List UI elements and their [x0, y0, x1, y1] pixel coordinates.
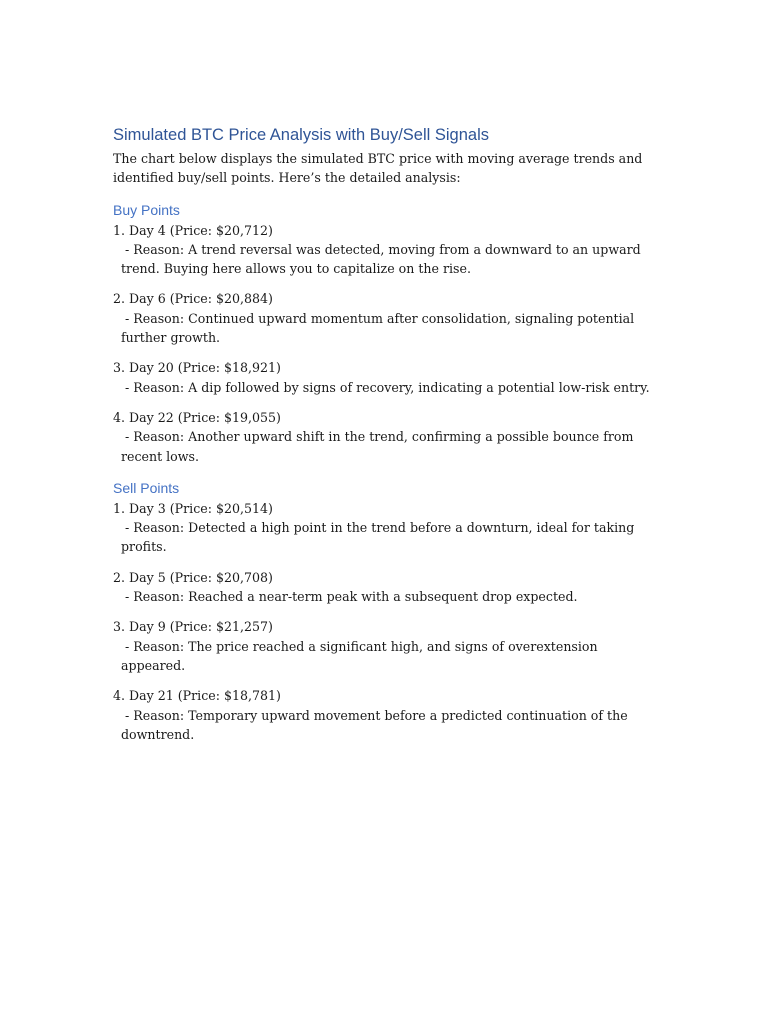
sell-point-4-header: 4. Day 21 (Price: $18,781) [113, 688, 281, 704]
intro-paragraph: The chart below displays the simulated BTC price with moving average trends and identified buy/sell points. Here’s the detailed analysis: [113, 151, 643, 186]
buy-point-2 [113, 289, 653, 347]
sell-point-1-reason: - Reason: Detected a high point in the trend before a downturn, ideal for taking profits. [113, 520, 639, 555]
buy-point-3-header: 3. Day 20 (Price: $18,921) [113, 360, 281, 376]
buy-point-2-reason: - Reason: Continued upward momentum after consolidation, signaling potential further growth. [113, 310, 639, 346]
sell-point-1 [113, 499, 653, 557]
buy-point-1-reason: - Reason: A trend reversal was detected, moving from a downward to an upward trend. Buying here allows you to capitalize on the rise. [113, 241, 645, 277]
sell-point-4 [113, 686, 653, 744]
buy-points-heading: Buy Points [113, 201, 180, 218]
sell-point-3-reason: - Reason: The price reached a significant high, and signs of overextension appeared. [113, 638, 602, 673]
sell-point-3-header: 3. Day 9 (Price: $21,257) [113, 619, 273, 635]
sell-point-2 [113, 568, 653, 607]
buy-point-4 [113, 408, 653, 466]
sell-point-4-reason: - Reason: Temporary upward movement before a predicted continuation of the downtrend. [113, 707, 632, 742]
sell-point-2-header: 2. Day 5 (Price: $20,708) [113, 569, 273, 585]
buy-point-3-reason: - Reason: A dip followed by signs of recovery, indicating a potential low-risk entry. [113, 379, 650, 395]
buy-point-3 [113, 358, 653, 397]
buy-point-1 [113, 221, 653, 279]
buy-point-1-header: 1. Day 4 (Price: $20,712) [113, 222, 273, 238]
sell-points-heading: Sell Points [113, 479, 180, 496]
document-page [113, 124, 653, 744]
buy-point-4-reason: - Reason: Another upward shift in the trend, confirming a possible bounce from recent lows. [113, 429, 638, 464]
buy-points-list [113, 221, 653, 466]
buy-point-4-header: 4. Day 22 (Price: $19,055) [113, 409, 281, 425]
document-title: Simulated BTC Price Analysis with Buy/Sell Signals [113, 126, 489, 144]
sell-point-1-header: 1. Day 3 (Price: $20,514) [113, 500, 273, 516]
sell-points-list [113, 499, 653, 744]
sell-point-3 [113, 617, 653, 675]
buy-point-2-header: 2. Day 6 (Price: $20,884) [113, 291, 273, 307]
sell-point-2-reason: - Reason: Reached a near-term peak with a subsequent drop expected. [113, 589, 578, 605]
